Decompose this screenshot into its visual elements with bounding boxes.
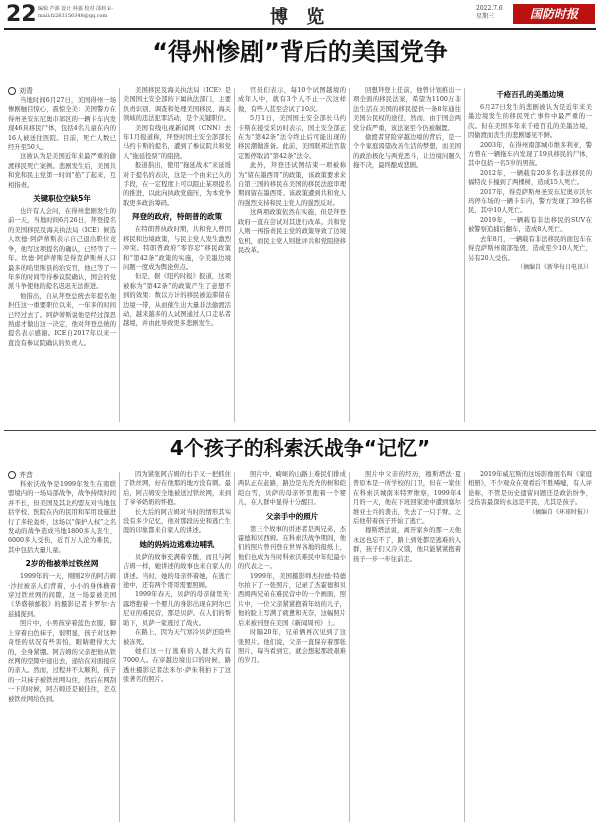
paragraph: 2019年，一辆载有非法移民的SUV在被警察追捕后翻车，造成8人死亡。 [468, 216, 592, 234]
subheading: 2岁的他被举过铁丝网 [25, 559, 99, 569]
paragraph: 第三个故事的讲述者是两兄弟，杰霍德和贝西姆。在科索沃战争期间，他们的照片曾刊登在世界各地的报纸上，他们也成为当时科索沃难民中年纪最小的代表之一。 [238, 525, 346, 571]
subheading: 关键职位空缺5年 [33, 194, 91, 204]
paragraph: 科索沃战争是1999年发生在南联盟境内的一场局部战争，战争持续时间并不长，但美国及其北约盟友对当地包括学校、医院在内的民用和军用设施进行了多轮轰炸，这场以“保护人权”之名发动的战争造成当地1800多人丧生、6000多人受伤，近百万人沦为难民，其中包括大量儿童。 [8, 481, 116, 554]
author-name: 齐音 [19, 471, 33, 479]
paragraph: 长大后的阿吉姆对当时的情形其实没有多少记忆，他对那段历史和逃亡生涯的印象都来自家人的讲述。 [123, 508, 231, 535]
paragraph: 穆斯塔法说，离开家乡的那一天他永远也忘不了，路上到处都是逃难的人群，孩子们又冷又饿，他只能紧紧抱着孩子一步一步往前走。 [353, 527, 461, 563]
newspaper-logo: 国防时报 [513, 4, 595, 24]
page-number: 22 [6, 2, 37, 27]
paragraph: 1999年的一天，刚刚2岁的阿吉姆·沙拉被亲人们背着，小小的身体横着穿过铁丝网的间隙，这一场景被美国《华盛顿邮报》的摄影记者卡罗尔·古兹捕捉到。 [8, 573, 116, 618]
paragraph: 2017年，得克萨斯州圣安东尼奥市沃尔玛停车场的一辆卡车内，警方发现了39名移民，其中10人死亡。 [468, 188, 592, 215]
pen-icon [8, 471, 16, 479]
subheading: 拜登的政府，特朗普的政策 [132, 212, 222, 222]
page-header [0, 0, 600, 30]
column-divider [119, 88, 120, 422]
article-divider [4, 430, 596, 431]
source-note: （摘编自《新华每日电讯》） [516, 263, 592, 271]
paragraph: 照片中父亲的经历，穆斯塔法·夏普原本是一所学校的门卫，但在一家住在科索沃城南米特罗维察，1999年4月的一天，他在下班回家途中遭到塞尔维亚士兵的袭击，失去了一只手臂。之后他带着孩子开始了逃亡。 [353, 471, 461, 526]
paragraph: 6月27日发生的悲剧被认为是近年来美墨边境发生的移民死亡事件中最严重的一次。但在美国多年来千疮百孔的美墨边境，因偷渡而丧生的悲剧屡见不鲜。 [468, 104, 592, 140]
subheading: 父亲手中的照片 [265, 511, 319, 521]
section-title: 博 览 [270, 7, 331, 28]
paragraph: 他指出，自从拜登总统去年提名他担任这一重要职位以来，一年多的时间已经过去了。阿萨蒂斯说他是经过深思熟虑才做出这一决定，他对拜登总统的提名表示感谢。ICE自2017年以来一直没有参议院确认的负责人。 [8, 292, 116, 347]
column-divider [464, 88, 465, 422]
author-name: 刘青 [19, 87, 33, 95]
paragraph: 1999年，美国摄影师杰拉德·特德尔拍下了一张照片，记录了杰霍德和贝西姆两兄弟在难民营中的一个画面，照片中，一位父亲紧紧抱着年幼的儿子，他的脸上写满了疲惫和无奈，这幅照片后来被刊登在美国《新闻周刊》上。 [238, 572, 346, 627]
paragraph: 因为紧张阿吉姆的右手又一把抓住了铁丝网，好在他那的地方没有刺。最后，阿吉姆安全地被送过铁丝网，来到了爷爷奶奶的怀抱。 [123, 471, 231, 507]
subheading: 千疮百孔的美墨边境 [496, 90, 564, 99]
date-text: 2022.7.6 [476, 5, 503, 12]
paragraph: 贝萨的故事充满着辛酸，而且与阿吉姆一样，她讲述的故事也来自家人的讲述。当时，她的母亲怀着她，在逃亡途中，还有两个哥哥需要照顾。 [123, 553, 231, 590]
paragraph: 也许有人会问，在得州悲剧发生的前一天，当地时间6月26日，拜登提名的美国移民及海关执法局（ICE）候选人坎德·阿萨蒂斯表示自己退出职位竞争，他写这项提名的确认，已经等了一年。坎德·阿萨蒂斯是得克萨斯州人口最多的哈里斯县的治安官，他已等了一年多的时间等待参议院确认，国会的党派斗争使他的提名迟迟无法推进。 [8, 208, 116, 291]
article2-column-5 [468, 470, 592, 822]
paragraph: 美国有线电视新闻网（CNN）去年1月报道称，拜登时国土安全部部长马约卡斯的提名，遭到了参议院共和党人“拖延投票”的阻挠。 [123, 124, 231, 160]
paragraph: 报道指出，使用“拖延战术”来延缓对于提名的表决，这是一个由来已久的手段，在一定程度上可以阻止某项提名的推进，以此向执政党施压，为本党争取更多政治筹码。 [123, 162, 231, 207]
header-rule [4, 28, 596, 30]
paragraph: 这两项政策依然在实施，但是拜登政府一直在尝试对其进行改革。共和党人则一再指责民主党的政策导致了边境危机，而民主党人则批评共和党阻挠移民改革。 [238, 209, 346, 254]
column-divider [234, 472, 235, 822]
column-divider [119, 472, 120, 822]
paragraph: 偷渡者冒险穿越边境的背后，是一个个家庭渴望改善生活的梦想，而美国的政治极化与两党恶斗，让边境问题久拖不决，最终酿成悲剧。 [353, 134, 461, 170]
paragraph: 照片中，崎岖的山路上难民们排成两队正在赶路，路边是光秃秃的树和皑皑白雪，贝萨的母亲怀里抱着一个婴儿，在人群中显得十分醒目。 [238, 471, 346, 507]
article1-column-4 [353, 86, 461, 422]
source-note: （摘编自《环球时报》） [528, 508, 592, 516]
column-divider [349, 472, 350, 822]
paragraph: 美国移民及海关执法局（ICE）是美国国土安全部的下属执法部门，主要负责识别、调查和处理美国移民、海关领域的违法犯罪活动，是个关键职位。 [123, 87, 231, 123]
column-divider [349, 88, 350, 422]
paragraph: 她们这一行逃难的人群大约有7000人。在穿越边境出口的时候，路透社摄影记者法米尔·萨朱利拍下了这张著名的照片。 [123, 647, 231, 684]
paragraph: 照片中，小男孩穿着蓝色衣服，脚上穿着白色袜子，很明显，孩子对这种奇怪的状况有些害怕，眼睛瞪得大大的，全身紧绷。阿吉姆的父亲把他从铁丝网的空隙中递出去，递给在对面接应的亲人。然而，过程并不太顺利，孩子的一只袜子被铁丝网勾住，然后在网刮一下的时候，阿吉姆还是被挂住，差点被铁丝网给伤到。 [8, 620, 116, 703]
article1-title: “得州惨剧”背后的美国党争 [152, 38, 448, 66]
article2-byline [8, 470, 116, 480]
article1-byline [8, 86, 116, 96]
article2-column-1 [8, 470, 116, 822]
article1-column-5 [468, 86, 592, 426]
article2-title: 4个孩子的科索沃战争“记忆” [169, 436, 431, 460]
issue-date [476, 5, 503, 21]
paragraph: 在路上，因为天气寒冷贝萨还险些被冻死。 [123, 629, 231, 646]
paragraph: 2012年，一辆载有20多名非法移民的福特皮卡撞到了两棵树，造成15人死亡。 [468, 169, 592, 187]
paragraph: 时隔20年，兄弟俩再次见到了这张照片。他们说，父亲一直保存着那张照片，每当看到它，就会想起那段艰难的岁月。 [238, 629, 346, 665]
paragraph: 2003年，在得州南部城市维多利亚，警方曾在一辆拖车内发现了19具移民的尸体，其中包括一名5岁的男孩。 [468, 141, 592, 168]
article2-column-3 [238, 470, 346, 822]
subheading: 她的妈妈边逃难边哺乳 [139, 539, 215, 549]
paragraph: 此外，拜登还试图结束一项被称为“留在墨西哥”的政策，该政策要求来自第三国的移民在美国的移民法庭审理期间留在墨西哥。该政策遭到共和党人的强烈支持和民主党人的强烈反对。 [238, 162, 346, 207]
column-divider [234, 88, 235, 422]
paragraph: 回想拜登上任前，他曾计划推出一项全面的移民法案，希望为1100万非法生活在美国的移民提供一条8年通往美国公民权的途径，然而，由于国会两党分歧严重，该法案至今仍被搁置。 [353, 87, 461, 132]
article1-column-2 [123, 86, 231, 422]
weekday-text: 星期三 [476, 13, 495, 20]
paragraph: 但是，据《纽约时报》报道，这项被称为“第42条”的政策产生了意想不到的效果：数以万计的移民被迫滞留在边境一带，从而催生出大量非法偷渡活动，越来越多的人试图通过人口走私者越境，并由此导致更多悲剧发生。 [123, 273, 231, 328]
paragraph: 这被认为是美国近年来最严重的偷渡移民死亡案例。悲剧发生后，美国共和党和民主党第一时间“掐”了起来，互相指责。 [8, 153, 116, 189]
article1-column-1 [8, 86, 116, 422]
article2-column-2 [123, 470, 231, 822]
paragraph: 官员们表示，每10个试图越境的成年人中，就有3个人不止一次这样做，有些人甚至尝试了10次。 [238, 87, 346, 113]
paragraph: 5月1日，美国国土安全部长马约卡斯在接受采访时表示，国土安全部正在为“第42条”法令终止后可能出现的移民潮做准备。此前，美国联邦法官裁定暂停取消“第42条”法令。 [238, 115, 346, 160]
editor-info: 编辑 芦源 设计 林强 校对 邵莉 E-mail:fz283156348@qq.com [38, 6, 113, 19]
article1-column-3 [238, 86, 346, 422]
pen-icon [8, 87, 16, 95]
article2-column-4 [353, 470, 461, 822]
paragraph: 2019年威尼斯的这场影像展名叫《家庭相册》，不少观众在观看后不胜唏嘘，有人评论称，不管是历史遗留问题还是政治纷争，受伤害最深的永远是平民，尤其是孩子。 [468, 471, 592, 507]
paragraph: 当地时间6月27日，美国得州一场惨剧触目惊心，震惊全美：美国警方在得州圣安东尼奥市郊区的一辆卡车内发现46具移民尸体，包括4名儿童在内的16人被送往医院。目前，死亡人数已经升至50人。 [8, 97, 116, 152]
paragraph: 去年8月，一辆载有非法移民的面包车在得克萨斯州南部坠毁，造成至少10人死亡，另有20人受伤。 [468, 235, 592, 262]
paragraph: 在特朗普执政时期，共和党人曾因移民和边境政策，与民主党人发生激烈冲突。特朗普政府“零容忍”移民政策和“第42条”政策的实施，令美墨边境问题一度成为舆论焦点。 [123, 226, 231, 271]
column-divider [464, 472, 465, 822]
paragraph: 1999年春天，贝萨的母亲谢里芙·露塔抱着一个婴儿的身影出现在阿尔巴尼亚的难民营，那是贝萨。在人们的帮助下，贝萨一家逃过了战火。 [123, 591, 231, 627]
